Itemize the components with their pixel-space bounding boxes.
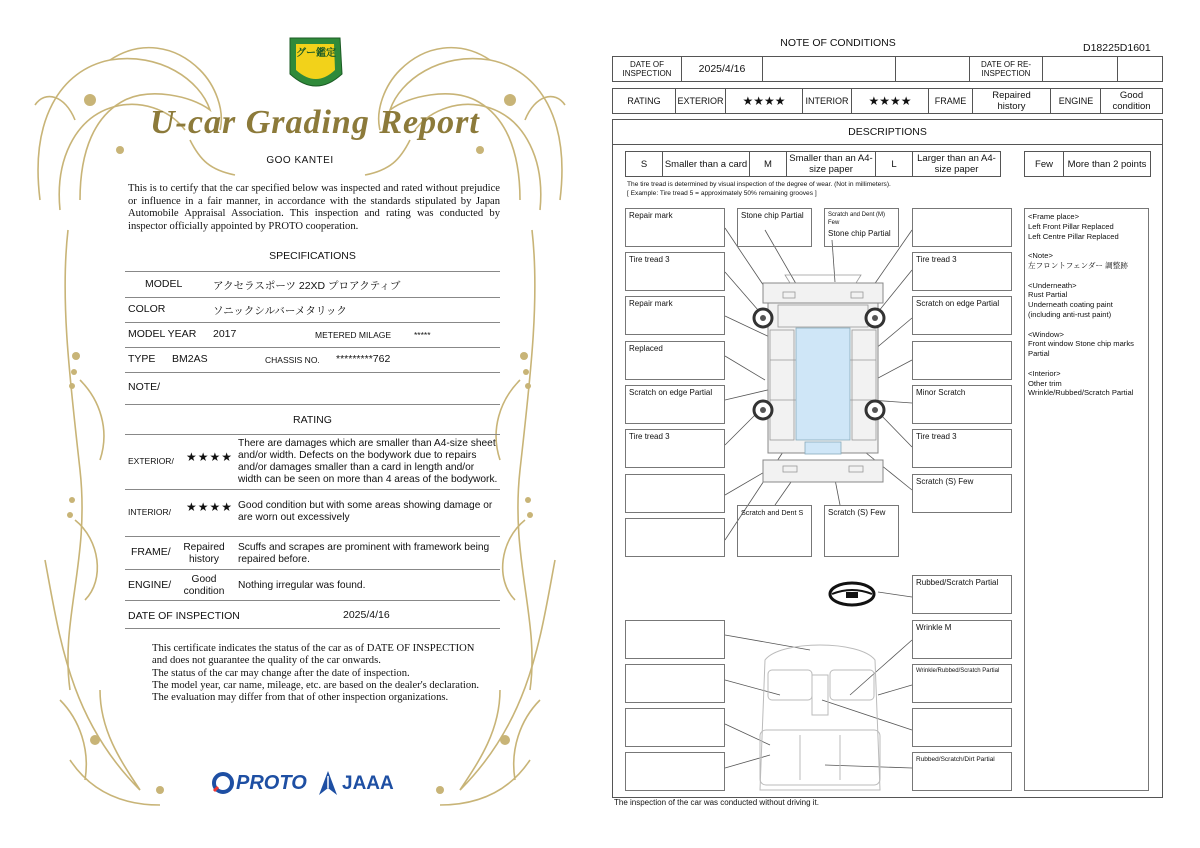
box-empty-il3 xyxy=(625,708,725,747)
specifications-heading: SPECIFICATIONS xyxy=(269,250,356,262)
box-replaced: Replaced xyxy=(625,341,725,380)
goo-kantei-badge xyxy=(290,38,342,86)
rating-label: RATING xyxy=(613,89,676,113)
sheet-footnote: The inspection of the car was conducted without driving it. xyxy=(614,798,819,807)
box-empty-r4 xyxy=(912,341,1012,380)
frame-value: Repaired history xyxy=(183,542,225,565)
box-empty-il2 xyxy=(625,664,725,703)
chassis-value: *********762 xyxy=(336,353,391,365)
certificate-subtitle: GOO KANTEI xyxy=(266,155,334,166)
engine-label: ENGINE xyxy=(1052,89,1101,113)
color-label: COLOR xyxy=(128,303,166,315)
box-minor-scratch: Minor Scratch xyxy=(912,385,1012,424)
steering-wheel-icon xyxy=(830,583,874,605)
legend-l: L xyxy=(876,152,913,176)
engine-desc: Nothing irregular was found. xyxy=(238,580,366,591)
box-stone-chip-2: Scratch and Dent (M) Few Stone chip Partial xyxy=(824,208,899,247)
rating-heading: RATING xyxy=(293,414,332,426)
legend-few: Few xyxy=(1025,152,1064,176)
note-label: NOTE/ xyxy=(128,381,161,393)
frame-label: FRAME xyxy=(929,89,973,113)
model-value: アクセラスポーツ 22XD プロアクティブ xyxy=(213,280,401,292)
box-scratch-s-few-rear: Scratch (S) Few xyxy=(824,505,899,557)
box-empty-il1 xyxy=(625,620,725,659)
exterior-label: EXTERIOR xyxy=(676,89,726,113)
exterior-desc: There are damages which are smaller than A4-size sheet and/or width. Defects on the bodywork due to repairs and/or damages smaller than a card in length and/or width can be seen on more than 4 areas of the bodywork. xyxy=(238,438,498,485)
interior-label: INTERIOR xyxy=(803,89,852,113)
chassis-label: CHASSIS NO. xyxy=(265,355,320,365)
jaaa-logo: JAAA xyxy=(342,773,394,794)
box-scratch-edge-left: Scratch on edge Partial xyxy=(625,385,725,424)
frame-value: Repaired history xyxy=(973,89,1051,113)
sheet-title: NOTE OF CONDITIONS xyxy=(780,37,896,49)
date-of-inspection-label: DATE OF INSPECTION xyxy=(613,57,682,81)
engine-value: Good condition xyxy=(183,574,225,597)
date-of-reinspection-label: DATE OF RE-INSPECTION xyxy=(970,57,1043,81)
color-value: ソニックシルバーメタリック xyxy=(213,305,347,317)
notes-panel: <Frame place> Left Front Pillar Replaced Left Centre Pillar Replaced <Note> 左フロントフェンダー 調整跡 <Underneath> Rust Partial Underneath coating paint (including anti-rust paint) <Window> Front window Stone chip marks Partial <Interior> Other trim Wrinkle/Rubbed/Scratch Partial xyxy=(1024,208,1149,791)
badge-text: グー鑑定 xyxy=(296,48,336,59)
document-id: D18225D1601 xyxy=(1083,42,1151,54)
box-tire-tread-rl: Tire tread 3 xyxy=(625,429,725,468)
date-of-inspection-value: 2025/4/16 xyxy=(682,57,763,81)
exterior-stars: ★★★★ xyxy=(726,89,803,113)
box-scratch-s-few-right: Scratch (S) Few xyxy=(912,474,1012,513)
legend-s: S xyxy=(626,152,663,176)
proto-logo: PROTO xyxy=(236,772,307,794)
box-empty-l7 xyxy=(625,474,725,513)
date-value: 2025/4/16 xyxy=(343,609,390,621)
box-scratch-edge-right: Scratch on edge Partial xyxy=(912,296,1012,335)
box-repair-mark-1: Repair mark xyxy=(625,208,725,247)
legend-s-desc: Smaller than a card xyxy=(663,152,750,176)
box-empty-i4 xyxy=(912,708,1012,747)
legend-m: M xyxy=(750,152,787,176)
tire-note: The tire tread is determined by visual inspection of the degree of wear. (Not in millimeters). [ Example: Tire tread 5 = approximately 50% remaining grooves ] xyxy=(627,181,891,197)
box-tire-tread-fl: Tire tread 3 xyxy=(625,252,725,291)
type-label: TYPE xyxy=(128,353,156,365)
box-tire-tread-fr: Tire tread 3 xyxy=(912,252,1012,291)
engine-value: Good condition xyxy=(1112,90,1151,112)
box-rubbed-scratch: Rubbed/Scratch Partial xyxy=(912,575,1012,614)
frame-label: FRAME/ xyxy=(131,546,171,558)
box-wrinkle-rubbed-scratch: Wrinkle/Rubbed/Scratch Partial xyxy=(912,664,1012,703)
milage-label: METERED MILAGE xyxy=(315,330,392,340)
interior-stars: ★★★★ xyxy=(852,89,929,113)
jaaa-logo-icon xyxy=(318,770,338,796)
interior-label: INTERIOR/ xyxy=(128,507,171,517)
model-year-label: MODEL YEAR xyxy=(128,328,197,340)
box-rubbed-scratch-dirt: Rubbed/Scratch/Dirt Partial xyxy=(912,752,1012,791)
proto-logo-icon xyxy=(212,771,234,795)
date-label: DATE OF INSPECTION xyxy=(128,610,240,622)
model-year-value: 2017 xyxy=(213,328,237,340)
type-value: BM2AS xyxy=(172,353,208,365)
exterior-label: EXTERIOR/ xyxy=(128,456,174,466)
legend-l-desc: Larger than an A4-size paper xyxy=(917,153,996,175)
certificate-intro: This is to certify that the car specified below was inspected and rated without prejudice or influence in a fair manner, in accordance with the standards stipulated by Japan Automobile Appraisal Association. This inspection and rating was conducted by inspector officially appointed by PROTO cooperation. xyxy=(128,183,500,232)
interior-stars: ★★★★ xyxy=(186,500,234,514)
box-empty-r1 xyxy=(912,208,1012,247)
descriptions-heading: DESCRIPTIONS xyxy=(613,120,1162,145)
certificate-footer: This certificate indicates the status of the car as of DATE OF INSPECTION and does not guarantee the quality of the car onwards. The status of the car may change after the date of inspection. The model year, car name, mileage, etc. are based on the dealer's declaration. The evaluation may differ from that of other inspection organizations. xyxy=(152,643,480,704)
box-wrinkle-m: Wrinkle M xyxy=(912,620,1012,659)
box-tire-tread-rr: Tire tread 3 xyxy=(912,429,1012,468)
box-empty-il4 xyxy=(625,752,725,791)
legend-m-desc: Smaller than an A4-size paper xyxy=(787,152,876,176)
model-label: MODEL xyxy=(145,278,183,290)
certificate-title: U-car Grading Report xyxy=(150,104,480,141)
legend-few-desc: More than 2 points xyxy=(1067,158,1147,170)
box-repair-mark-2: Repair mark xyxy=(625,296,725,335)
frame-desc: Scuffs and scrapes are prominent with framework being repaired before. xyxy=(238,542,490,565)
box-stone-chip-1: Stone chip Partial xyxy=(737,208,812,247)
box-empty-l8 xyxy=(625,518,725,557)
note-of-conditions-sheet xyxy=(600,0,1200,848)
engine-label: ENGINE/ xyxy=(128,579,172,591)
car-interior-view xyxy=(760,645,880,790)
milage-value: ***** xyxy=(414,330,431,340)
interior-desc: Good condition but with some areas showing damage or are worn out excessively xyxy=(238,500,493,523)
exterior-stars: ★★★★ xyxy=(186,450,234,464)
box-scratch-dent-s: Scratch and Dent S xyxy=(737,505,812,557)
